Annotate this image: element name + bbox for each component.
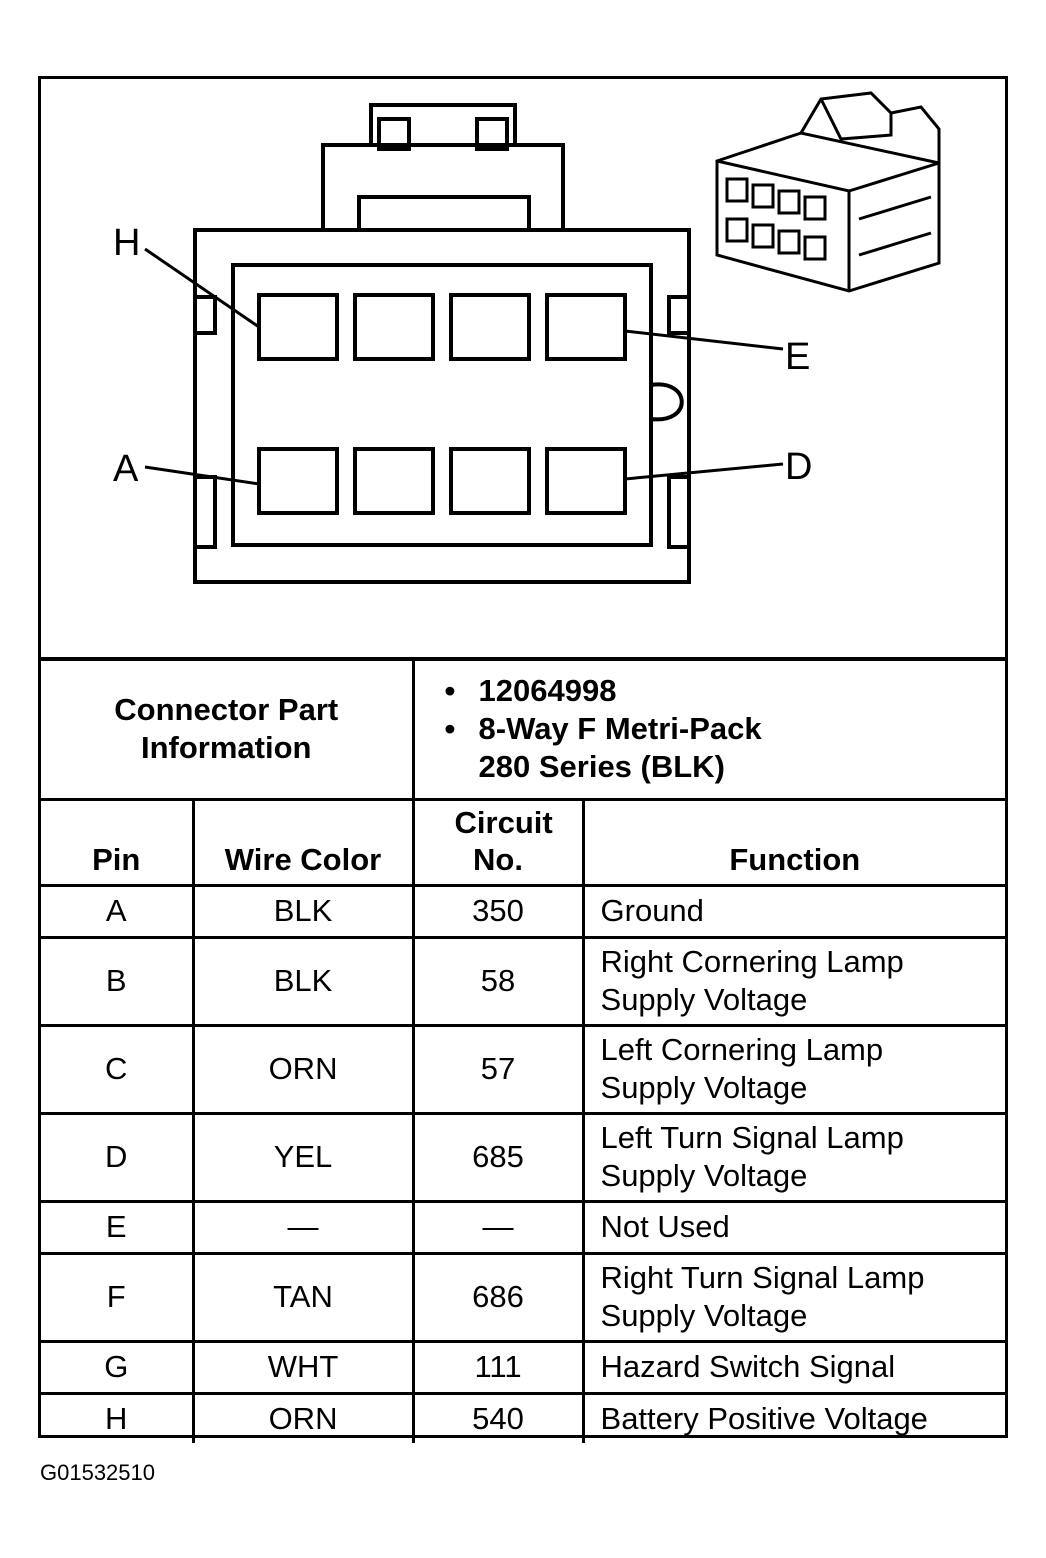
pin-cell: C xyxy=(41,1025,193,1113)
circuit-cell: 540 xyxy=(413,1393,583,1443)
cavity-e xyxy=(547,295,625,359)
table-row xyxy=(41,1253,1005,1341)
pin-cell: G xyxy=(41,1341,193,1393)
table-row xyxy=(41,1393,1005,1443)
table-row xyxy=(41,1113,1005,1201)
wire-color-cell: ORN xyxy=(193,1025,413,1113)
pin-label-d: D xyxy=(785,446,813,488)
circuit-cell: — xyxy=(413,1201,583,1253)
wire-color-cell: BLK xyxy=(193,937,413,1025)
pin-label-h: H xyxy=(113,222,141,264)
pin-cell: H xyxy=(41,1393,193,1443)
circuit-cell: 58 xyxy=(413,937,583,1025)
connector-info-values xyxy=(413,659,1005,799)
connector-description: • 8-Way F Metri-Pack 280 Series (BLK) xyxy=(445,710,1006,786)
pin-cell: D xyxy=(41,1113,193,1201)
cavity-h xyxy=(259,295,337,359)
wire-color-cell: BLK xyxy=(193,885,413,937)
function-cell: Left Turn Signal Lamp Supply Voltage xyxy=(583,1113,1005,1201)
cavity-f xyxy=(451,295,529,359)
cavity-grid xyxy=(259,295,625,513)
table-row xyxy=(41,937,1005,1025)
table-row xyxy=(41,1341,1005,1393)
wire-color-cell: ORN xyxy=(193,1393,413,1443)
pin-cell: B xyxy=(41,937,193,1025)
pin-label-e: E xyxy=(785,336,811,378)
wire-color-cell: WHT xyxy=(193,1341,413,1393)
cavity-b xyxy=(355,449,433,513)
connector-face xyxy=(195,105,689,582)
connector-info-label: Connector Part Information xyxy=(41,659,413,799)
pin-label-a: A xyxy=(113,448,139,490)
header-circuit: Circuit No. xyxy=(413,799,583,885)
pinout-table xyxy=(41,657,1005,1443)
connector-info-row xyxy=(41,659,1005,799)
circuit-cell: 686 xyxy=(413,1253,583,1341)
circuit-cell: 111 xyxy=(413,1341,583,1393)
cavity-g xyxy=(355,295,433,359)
pin-cell: A xyxy=(41,885,193,937)
function-cell: Not Used xyxy=(583,1201,1005,1253)
figure-frame xyxy=(38,76,1008,1438)
header-pin: Pin xyxy=(41,799,193,885)
function-cell: Hazard Switch Signal xyxy=(583,1341,1005,1393)
header-wire-color: Wire Color xyxy=(193,799,413,885)
pin-cell: E xyxy=(41,1201,193,1253)
connector-diagram xyxy=(41,79,1005,657)
cavity-a xyxy=(259,449,337,513)
circuit-cell: 685 xyxy=(413,1113,583,1201)
table-row xyxy=(41,885,1005,937)
wire-color-cell: YEL xyxy=(193,1113,413,1201)
circuit-cell: 57 xyxy=(413,1025,583,1113)
part-number: • 12064998 xyxy=(445,672,1006,710)
function-cell: Right Cornering Lamp Supply Voltage xyxy=(583,937,1005,1025)
connector-isometric xyxy=(717,93,939,291)
wire-color-cell: TAN xyxy=(193,1253,413,1341)
table-row xyxy=(41,1201,1005,1253)
pin-cell: F xyxy=(41,1253,193,1341)
function-cell: Ground xyxy=(583,885,1005,937)
figure-code: G01532510 xyxy=(40,1460,155,1485)
table-row xyxy=(41,1025,1005,1113)
header-function: Function xyxy=(583,799,1005,885)
cavity-c xyxy=(451,449,529,513)
wire-color-cell: — xyxy=(193,1201,413,1253)
function-cell: Right Turn Signal Lamp Supply Voltage xyxy=(583,1253,1005,1341)
cavity-d xyxy=(547,449,625,513)
header-row xyxy=(41,799,1005,885)
function-cell: Battery Positive Voltage xyxy=(583,1393,1005,1443)
circuit-cell: 350 xyxy=(413,885,583,937)
function-cell: Left Cornering Lamp Supply Voltage xyxy=(583,1025,1005,1113)
